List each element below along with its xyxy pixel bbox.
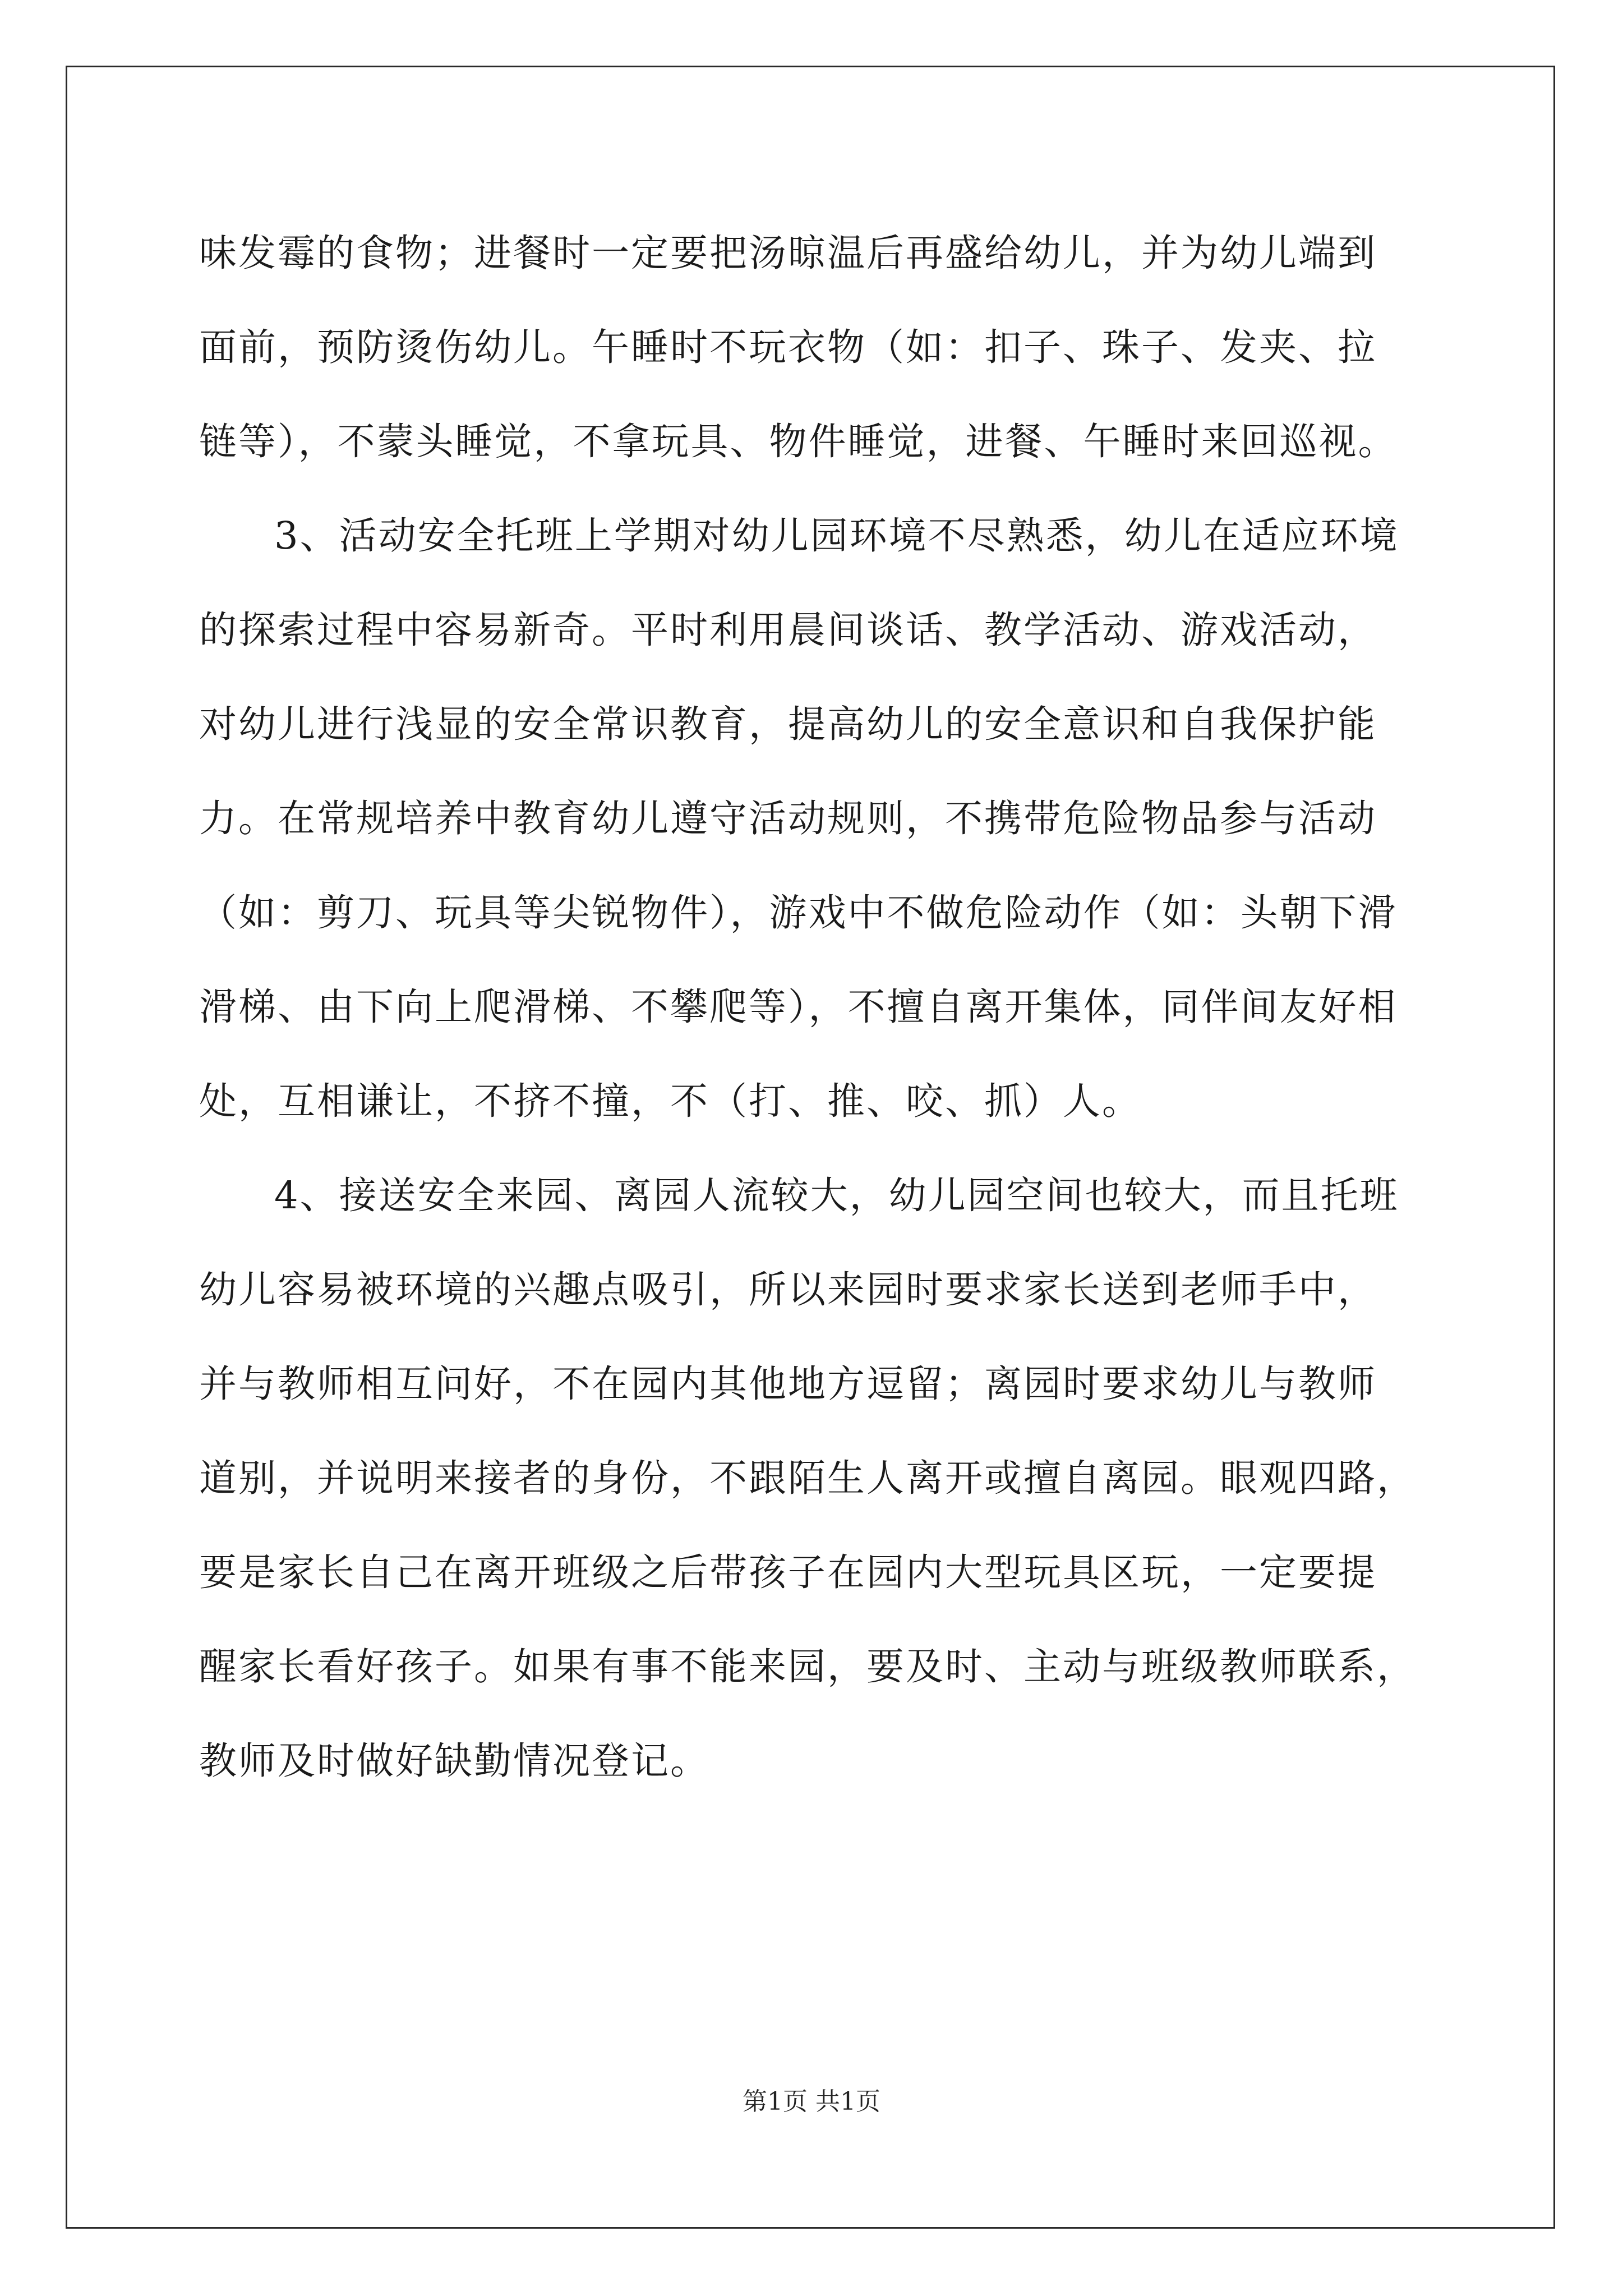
paragraph-3-start: 3、活动安全托班上学期对幼儿园环境不尽熟悉，幼儿在适应环境 <box>274 514 1399 558</box>
text-line: 对幼儿进行浅显的安全常识教育，提高幼儿的安全意识和自我保护能 <box>199 702 1377 746</box>
document-body <box>199 203 1438 1805</box>
text-line: 链等），不蒙头睡觉，不拿玩具、物件睡觉，进餐、午睡时来回巡视。 <box>199 420 1398 463</box>
text-line: 处，互相谦让，不挤不撞，不（打、推、咬、抓）人。 <box>199 1079 1141 1123</box>
text-line: （如：剪刀、玩具等尖锐物件），游戏中不做危险动作（如：头朝下滑 <box>199 891 1398 935</box>
text-line: 醒家长看好孩子。如果有事不能来园，要及时、主动与班级教师联系， <box>199 1645 1416 1688</box>
text-line: 面前，预防烫伤幼儿。午睡时不玩衣物（如：扣子、珠子、发夹、拉 <box>199 325 1377 369</box>
text-line: 力。在常规培养中教育幼儿遵守活动规则，不携带危险物品参与活动 <box>199 797 1377 840</box>
text-line: 并与教师相互问好，不在园内其他地方逗留；离园时要求幼儿与教师 <box>199 1362 1377 1406</box>
text-line: 滑梯、由下向上爬滑梯、不攀爬等），不擅自离开集体，同伴间友好相 <box>199 985 1398 1029</box>
paragraph-4-start: 4、接送安全来园、离园人流较大，幼儿园空间也较大，而且托班 <box>274 1174 1399 1217</box>
text-line: 道别，并说明来接者的身份，不跟陌生人离开或擅自离园。眼观四路， <box>199 1456 1416 1500</box>
text-line: 要是家长自己在离开班级之后带孩子在园内大型玩具区玩，一定要提 <box>199 1550 1377 1594</box>
text-line: 味发霉的食物；进餐时一定要把汤晾温后再盛给幼儿，并为幼儿端到 <box>199 231 1377 275</box>
text-line: 幼儿容易被环境的兴趣点吸引，所以来园时要求家长送到老师手中， <box>199 1268 1377 1312</box>
text-line: 教师及时做好缺勤情况登记。 <box>199 1739 709 1783</box>
page-number-footer: 第1页 共1页 <box>743 2087 880 2116</box>
text-line: 的探索过程中容易新奇。平时利用晨间谈话、教学活动、游戏活动， <box>199 608 1377 652</box>
